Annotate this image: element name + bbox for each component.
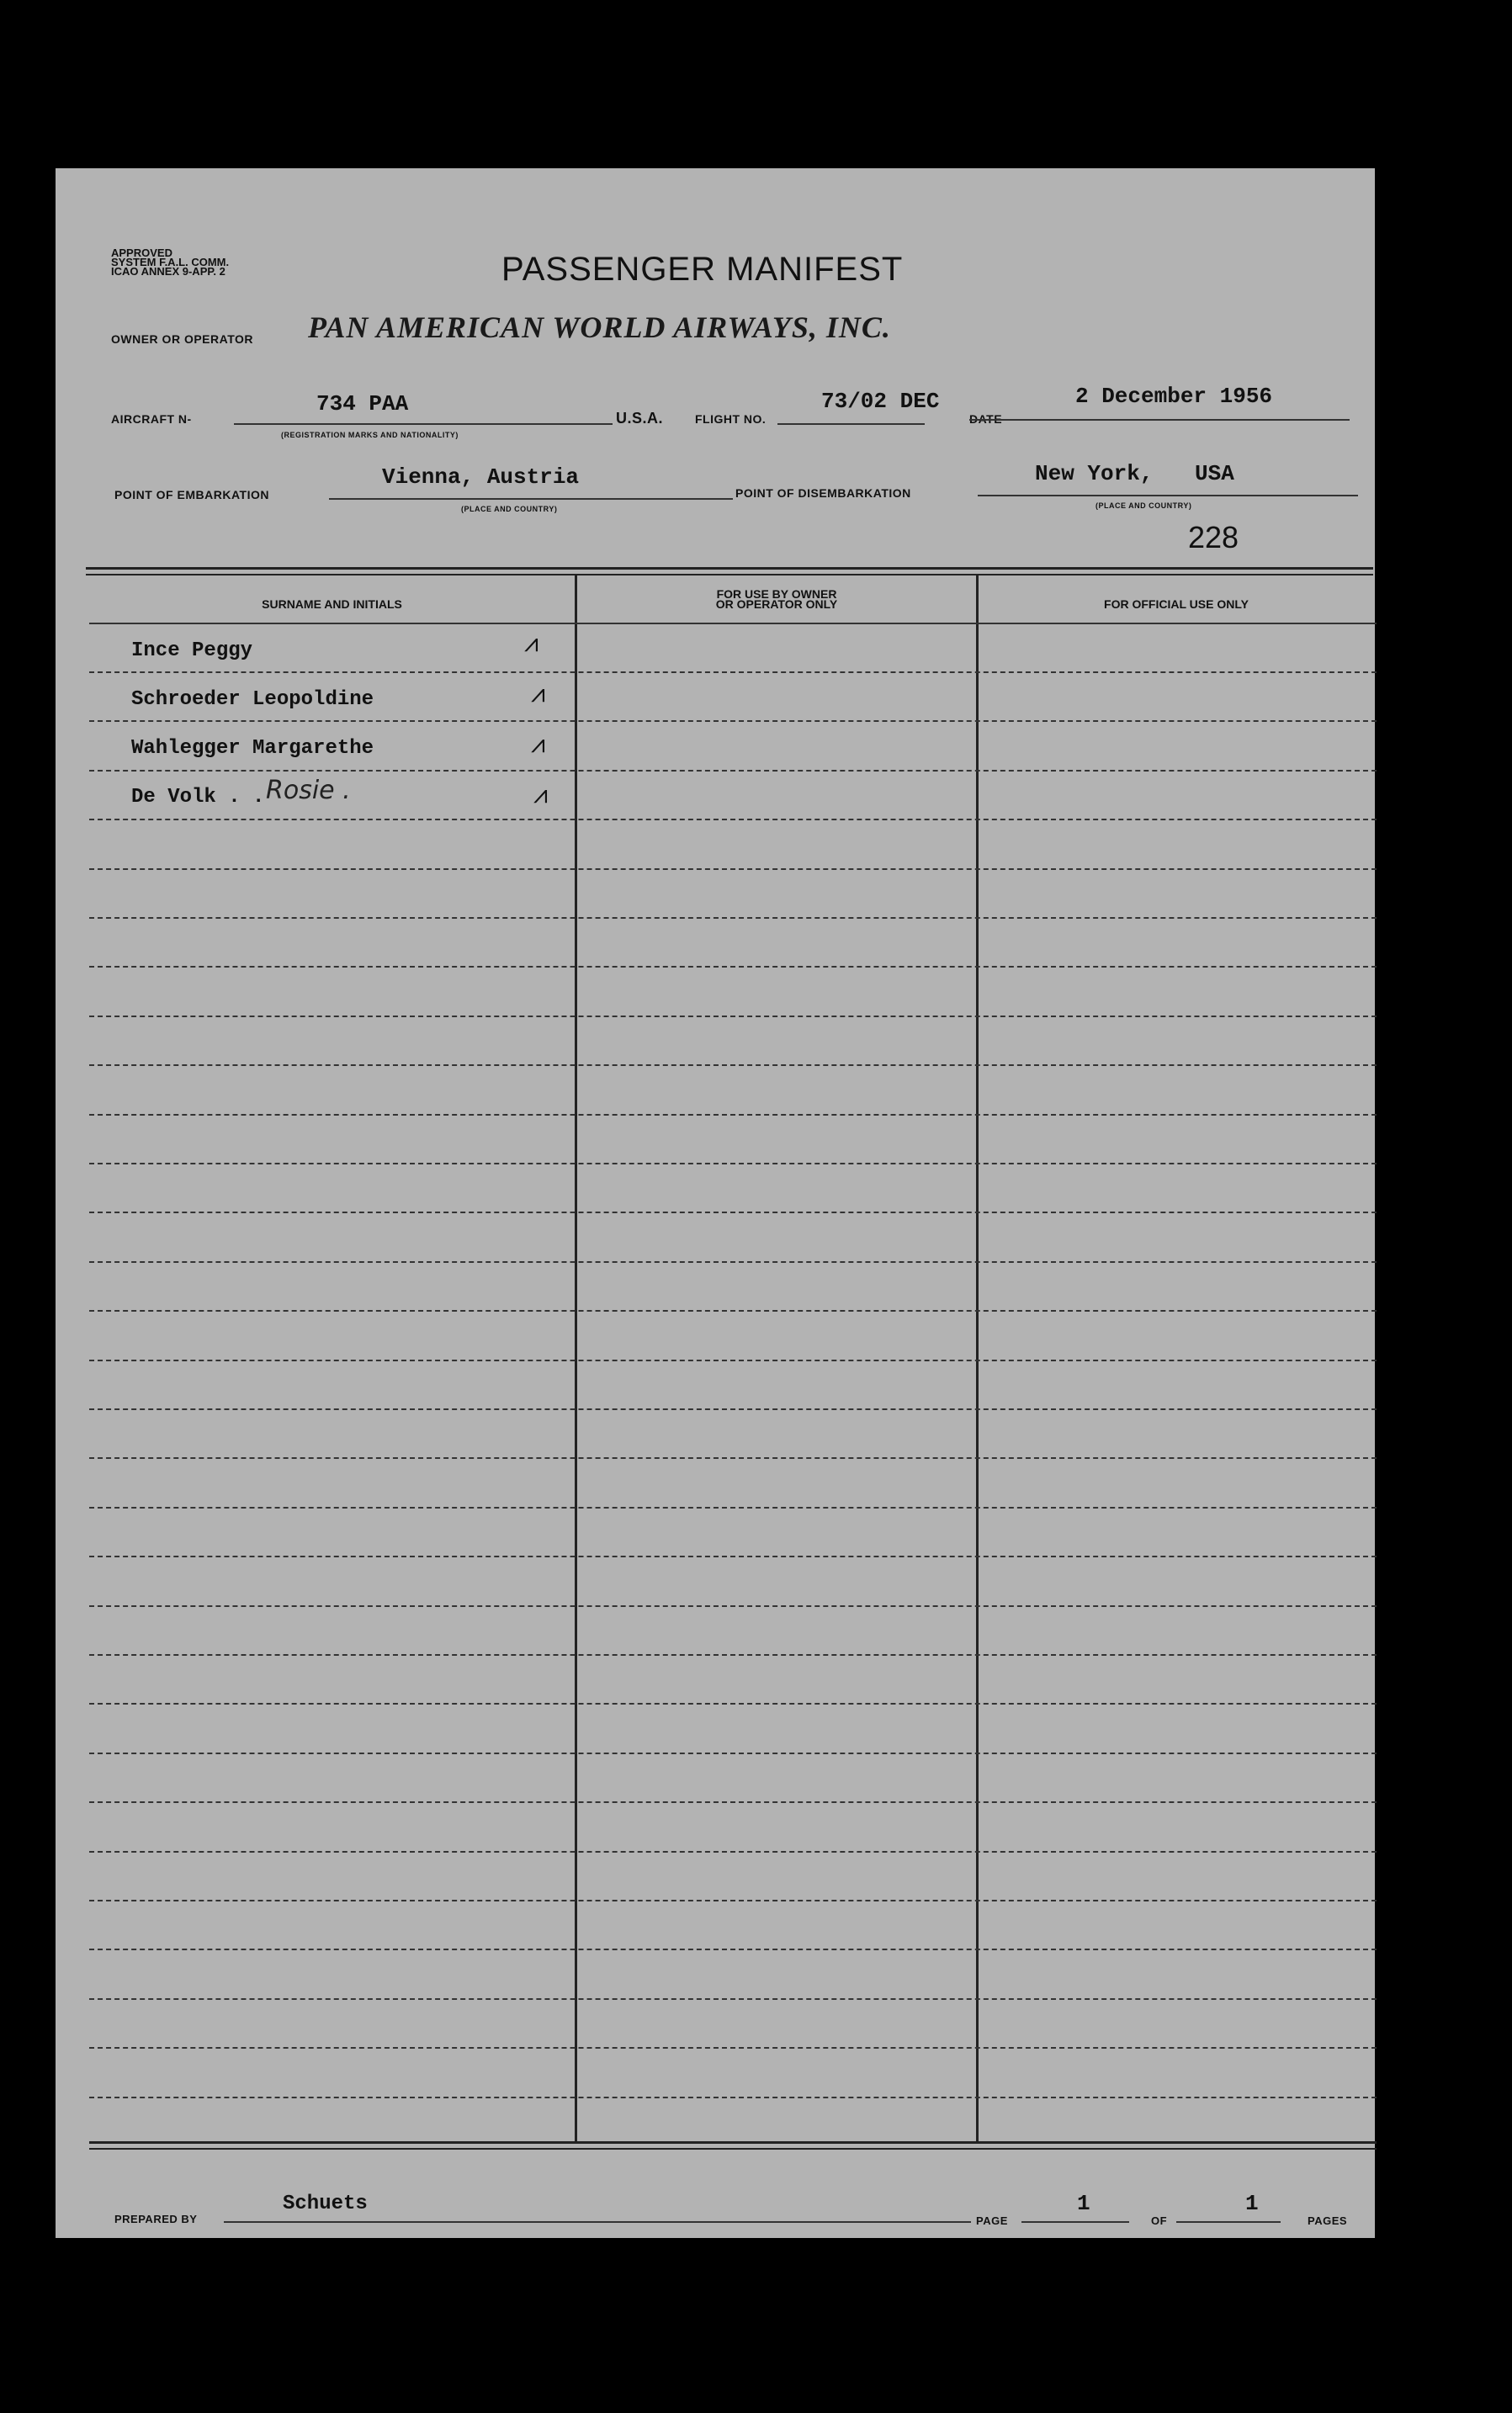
disembarkation-underline xyxy=(978,495,1358,496)
row-line xyxy=(89,1360,1377,1361)
approval-stamp: APPROVED SYSTEM F.A.L. COMM. ICAO ANNEX 9-APP. 2 xyxy=(111,247,230,278)
passenger-name: Schroeder Leopoldine xyxy=(131,688,374,711)
header-rule xyxy=(89,623,1377,624)
registration-note: (REGISTRATION MARKS AND NATIONALITY) xyxy=(281,431,459,439)
row-line xyxy=(89,1212,1377,1213)
col-header-official: FOR OFFICIAL USE ONLY xyxy=(1104,597,1249,611)
check-mark-icon: ⩘ xyxy=(531,730,545,758)
page-title: PASSENGER MANIFEST xyxy=(501,251,904,288)
row-line xyxy=(89,1163,1377,1164)
date-underline xyxy=(969,419,1350,421)
row-line xyxy=(89,1654,1377,1656)
table-top-rule-2 xyxy=(86,574,1373,575)
manifest-page xyxy=(56,168,1375,2238)
embarkation-label: POINT OF EMBARKATION xyxy=(114,488,269,501)
of-underline xyxy=(1176,2221,1281,2223)
row-line xyxy=(89,1016,1377,1017)
manifest-number: 228 xyxy=(1188,520,1239,554)
row-line xyxy=(89,1998,1377,2000)
check-mark-icon: ⩘ xyxy=(533,781,548,809)
row-line xyxy=(89,1556,1377,1557)
owner-value: PAN AMERICAN WORLD AIRWAYS, INC. xyxy=(308,310,891,344)
row-line xyxy=(89,1851,1377,1853)
passenger-name: Wahlegger Margarethe xyxy=(131,737,374,760)
row-line xyxy=(89,2047,1377,2049)
passenger-name: Ince Peggy xyxy=(131,639,253,662)
row-line xyxy=(89,966,1377,968)
row-line xyxy=(89,1801,1377,1803)
column-divider-1 xyxy=(575,575,577,2142)
flight-underline xyxy=(777,423,925,425)
flight-label: FLIGHT NO. xyxy=(695,412,767,426)
page-underline xyxy=(1021,2221,1129,2223)
of-value: 1 xyxy=(1245,2191,1259,2216)
aircraft-value: 734 PAA xyxy=(316,391,409,416)
date-label: DATE xyxy=(969,412,1003,426)
passenger-name: De Volk . . xyxy=(131,786,265,809)
usa-label: U.S.A. xyxy=(616,410,664,427)
date-value: 2 December 1956 xyxy=(1075,384,1273,409)
owner-label: OWNER OR OPERATOR xyxy=(111,332,253,346)
row-line xyxy=(89,1703,1377,1705)
row-line xyxy=(89,819,1377,820)
prepared-value: Schuets xyxy=(283,2193,368,2215)
prepared-label: PREPARED BY xyxy=(114,2213,198,2225)
table-bottom-rule-2 xyxy=(89,2148,1377,2150)
row-line xyxy=(89,1261,1377,1263)
column-divider-2 xyxy=(976,575,979,2142)
row-line xyxy=(89,1949,1377,1950)
row-line xyxy=(89,770,1377,772)
pages-label: PAGES xyxy=(1308,2214,1348,2227)
page-label: PAGE xyxy=(976,2214,1008,2227)
row-line xyxy=(89,671,1377,673)
prepared-underline xyxy=(224,2221,971,2223)
row-line xyxy=(89,868,1377,870)
row-line xyxy=(89,1605,1377,1607)
disembarkation-city: New York, xyxy=(1035,461,1154,486)
row-line xyxy=(89,917,1377,919)
check-mark-icon: ⩘ xyxy=(531,680,545,708)
row-line xyxy=(89,1408,1377,1410)
aircraft-label: AIRCRAFT N- xyxy=(111,412,192,426)
disembarkation-country: USA xyxy=(1195,461,1234,486)
row-line xyxy=(89,1900,1377,1901)
row-line xyxy=(89,2097,1377,2098)
check-mark-icon: ⩘ xyxy=(524,629,538,657)
page-value: 1 xyxy=(1077,2191,1090,2216)
row-line xyxy=(89,1310,1377,1312)
embarkation-value: Vienna, Austria xyxy=(382,464,580,490)
place-note-embarkation: (PLACE AND COUNTRY) xyxy=(461,505,558,513)
row-line xyxy=(89,720,1377,722)
row-line xyxy=(89,1457,1377,1459)
passenger-handwritten-note: Rosie . xyxy=(266,776,351,805)
row-line xyxy=(89,1507,1377,1509)
table-top-rule xyxy=(86,567,1373,570)
aircraft-underline xyxy=(234,423,613,425)
table-bottom-rule xyxy=(89,2141,1377,2144)
row-line xyxy=(89,1064,1377,1066)
disembarkation-label: POINT OF DISEMBARKATION xyxy=(735,486,911,500)
col-header-owner: FOR USE BY OWNER OR OPERATOR ONLY xyxy=(715,587,838,611)
embarkation-underline xyxy=(329,498,733,500)
row-line xyxy=(89,1753,1377,1754)
row-line xyxy=(89,1114,1377,1116)
place-note-disembarkation: (PLACE AND COUNTRY) xyxy=(1096,501,1192,510)
flight-value: 73/02 DEC xyxy=(821,389,940,414)
of-label: OF xyxy=(1151,2214,1168,2227)
col-header-surname: SURNAME AND INITIALS xyxy=(262,597,402,611)
